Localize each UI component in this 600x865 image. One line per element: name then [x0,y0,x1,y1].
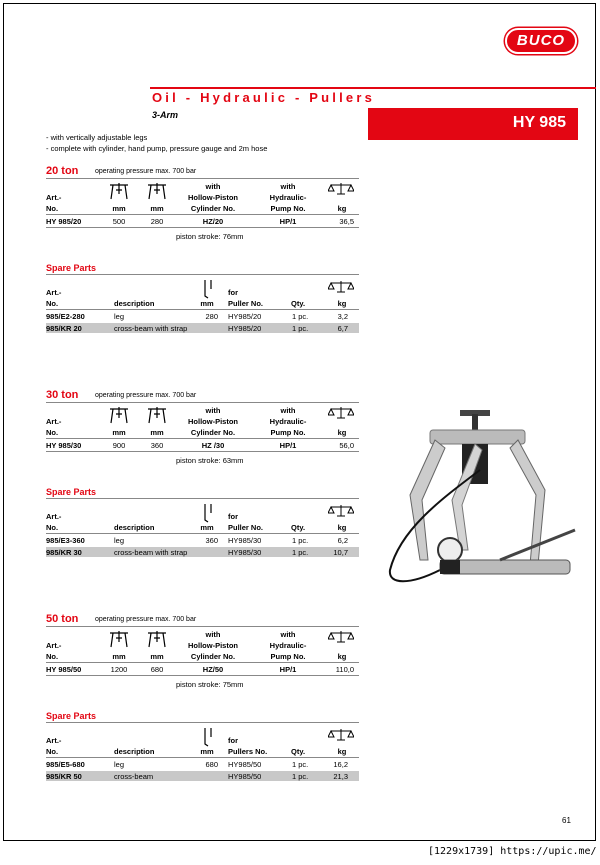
ton-heading: 30 ton [46,389,79,401]
section-rule [46,402,359,403]
mm-header: mm [150,652,164,661]
section-rule [46,626,359,627]
weight-value: 56,0 [339,441,354,450]
mm-header: mm [112,428,126,437]
puller-header: Pullers No. [228,747,268,756]
qty-header: Qty. [291,523,306,532]
puller-width-icon [108,630,130,650]
spare-header-rule [46,757,359,758]
feature-item: - complete with cylinder, hand pump, pressure gauge and 2m hose [46,144,268,153]
spare-row-highlight [46,771,359,781]
spare-qty: 1 pc. [292,772,309,781]
mm-header: mm [200,747,214,756]
feature-item: - with vertically adjustable legs [46,133,148,142]
header-rule [46,214,359,215]
pump-number: HP/1 [279,665,297,674]
qty-header: Qty. [291,747,306,756]
mm-header: mm [200,523,214,532]
dimension-value: 900 [112,441,126,450]
cyl-header: Hollow-Piston [188,641,238,650]
description-header: description [114,299,155,308]
spare-row-highlight [46,323,359,333]
for-header: for [228,512,238,521]
spare-description: cross-beam with strap [114,548,188,557]
spare-art-header: Art.- [46,512,62,521]
weight-value: 36,5 [339,217,354,226]
spare-art-header: Art.- [46,288,62,297]
model-banner [368,108,578,140]
pump-header: Pump No. [270,652,306,661]
page-title: Oil - Hydraulic - Pullers [152,90,376,105]
dimension-value: 360 [150,441,164,450]
spare-for-puller: HY985/30 [228,548,262,557]
hydraulic-puller-photo [380,400,580,600]
spare-rule [46,498,359,499]
pump-header: with [280,406,296,415]
spare-for-puller: HY985/20 [228,312,262,321]
piston-stroke: piston stroke: 63mm [176,456,244,465]
ton-heading: 50 ton [46,613,79,625]
pump-header: with [280,182,296,191]
puller-header: Puller No. [228,523,264,532]
cyl-header: with [205,630,221,639]
spare-qty: 1 pc. [292,324,309,333]
description-header: description [114,747,155,756]
pressure-note: operating pressure max. 700 bar [95,616,197,623]
spare-header-rule [46,309,359,310]
weight-scale-icon [328,280,354,294]
spare-qty: 1 pc. [292,548,309,557]
feature-list [46,132,267,154]
spare-description: leg [114,536,125,545]
mm-header: mm [200,299,214,308]
weight-scale-icon [328,504,354,518]
spare-parts-heading: Spare Parts [46,263,97,273]
row-rule [46,227,359,228]
article-number: HY 985/30 [46,441,82,450]
spare-description: cross-beam [114,772,154,781]
cylinder-number: HZ /30 [201,441,225,450]
spare-parts-heading: Spare Parts [46,487,97,497]
spare-rule [46,722,359,723]
description-header: description [114,523,155,532]
cyl-header: with [205,182,221,191]
row-rule [46,675,359,676]
cyl-header: Cylinder No. [190,652,236,661]
spare-qty: 1 pc. [292,760,309,769]
pump-header: Pump No. [270,428,306,437]
spare-mm: 680 [205,760,218,769]
ton-heading: 20 ton [46,165,79,177]
spare-rule [46,274,359,275]
page-number: 61 [562,816,571,825]
cylinder-number: HZ/20 [202,217,224,226]
spare-weight: 6,2 [337,536,348,545]
spare-art-header: Art.- [46,736,62,745]
kg-header: kg [337,652,347,661]
header-rule [46,662,359,663]
spare-art-header: No. [46,747,59,756]
puller-depth-icon [146,406,168,426]
for-header: for [228,736,238,745]
cyl-header: Hollow-Piston [188,193,238,202]
spare-weight: 6,7 [337,324,348,333]
mm-header: mm [150,204,164,213]
cyl-header: Cylinder No. [190,428,236,437]
leg-length-icon [202,279,214,299]
cyl-header: Hollow-Piston [188,417,238,426]
spare-weight: 16,2 [333,760,348,769]
dimension-value: 280 [150,217,164,226]
header-rule [46,438,359,439]
spare-article-number: 985/KR 30 [46,548,82,557]
spare-article-number: 985/KR 50 [46,772,82,781]
leg-length-icon [202,727,214,747]
kg-header: kg [337,299,347,308]
cyl-header: Cylinder No. [190,204,236,213]
spare-mm: 280 [205,312,218,321]
spare-row-highlight [46,547,359,557]
dimension-value: 1200 [110,665,128,674]
puller-depth-icon [146,182,168,202]
weight-value: 110,0 [335,665,354,674]
spare-for-puller: HY985/20 [228,324,262,333]
pressure-note: operating pressure max. 700 bar [95,168,197,175]
piston-stroke: piston stroke: 76mm [176,232,244,241]
puller-depth-icon [146,630,168,650]
buco-logo: BUCO [505,28,577,54]
puller-width-icon [108,182,130,202]
spare-description: leg [114,760,125,769]
cyl-header: with [205,406,221,415]
kg-header: kg [337,428,347,437]
qty-header: Qty. [291,299,306,308]
pump-header: Hydraulic- [269,641,307,650]
spare-article-number: 985/E3-360 [46,536,85,545]
spare-for-puller: HY985/50 [228,760,262,769]
leg-length-icon [202,503,214,523]
pump-header: Pump No. [270,204,306,213]
pump-number: HP/1 [279,217,297,226]
art-header: Art.- [46,193,62,202]
spare-art-header: No. [46,299,59,308]
spare-qty: 1 pc. [292,312,309,321]
art-header: Art.- [46,417,62,426]
mm-header: mm [112,204,126,213]
pump-number: HP/1 [279,441,297,450]
spare-description: cross-beam with strap [114,324,188,333]
kg-header: kg [337,747,347,756]
dimension-value: 500 [112,217,126,226]
article-number: HY 985/50 [46,665,82,674]
mm-header: mm [150,428,164,437]
art-header: No. [46,652,59,661]
art-header: No. [46,204,59,213]
footer-watermark: [1229x1739] https://upic.me/ [428,846,597,857]
pump-header: Hydraulic- [269,193,307,202]
pressure-note: operating pressure max. 700 bar [95,392,197,399]
puller-header: Puller No. [228,299,264,308]
pump-header: with [280,630,296,639]
model-code: HY 985 [512,114,566,131]
spare-weight: 21,3 [333,772,348,781]
weight-scale-icon [328,630,354,644]
puller-width-icon [108,406,130,426]
art-header: No. [46,428,59,437]
spare-qty: 1 pc. [292,536,309,545]
spare-description: leg [114,312,125,321]
spare-weight: 3,2 [337,312,348,321]
spare-header-rule [46,533,359,534]
for-header: for [228,288,238,297]
page-subtitle: 3-Arm [152,110,179,120]
pump-header: Hydraulic- [269,417,307,426]
kg-header: kg [337,204,347,213]
piston-stroke: piston stroke: 75mm [176,680,244,689]
weight-scale-icon [328,728,354,742]
spare-for-puller: HY985/30 [228,536,262,545]
spare-article-number: 985/E2-280 [46,312,85,321]
spare-weight: 10,7 [333,548,348,557]
art-header: Art.- [46,641,62,650]
spare-art-header: No. [46,523,59,532]
dimension-value: 680 [150,665,164,674]
spare-article-number: 985/E5-680 [46,760,85,769]
weight-scale-icon [328,406,354,420]
row-rule [46,451,359,452]
mm-header: mm [112,652,126,661]
title-rule [150,87,596,89]
weight-scale-icon [328,182,354,196]
spare-parts-heading: Spare Parts [46,711,97,721]
spare-for-puller: HY985/50 [228,772,262,781]
article-number: HY 985/20 [46,217,82,226]
cylinder-number: HZ/50 [202,665,224,674]
spare-mm: 360 [205,536,218,545]
spare-article-number: 985/KR 20 [46,324,82,333]
section-rule [46,178,359,179]
kg-header: kg [337,523,347,532]
